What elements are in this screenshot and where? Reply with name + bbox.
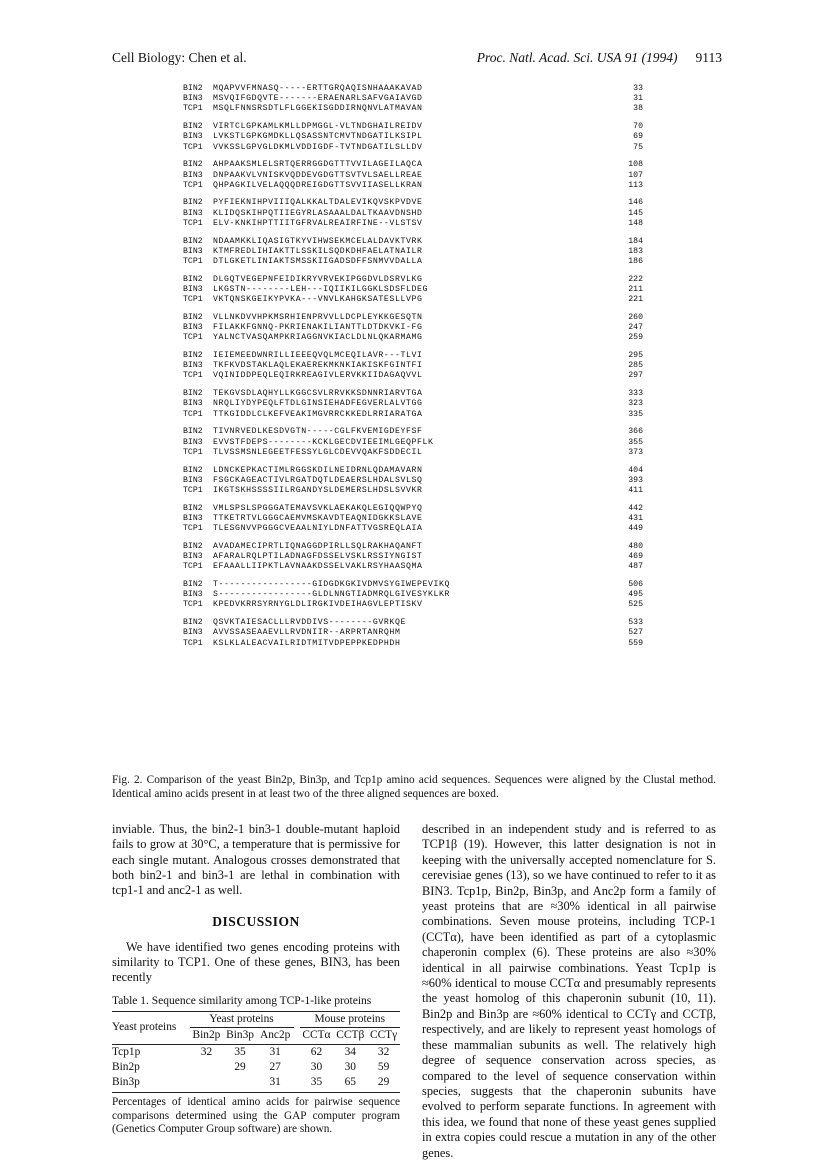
alignment-block	[183, 160, 643, 191]
table-cell: 35	[234, 1045, 246, 1058]
sequence: IEIEMEEDWNRILLIEEEQVQLMCEQILAVR---TLVI	[213, 351, 423, 361]
alignment-row	[183, 389, 643, 399]
col-header: CCTγ	[367, 1028, 400, 1044]
sequence: MQAPVVFMNASQ-----ERTTGRQAQISNHAAAKAVAD	[213, 84, 423, 93]
paragraph-right: described in an independent study and is referred to as TCP1β (19). However, this latter designation is not in keeping with the universally accepted nomenclature for S. cerevisiae genes (13), so we have continued to refer to it as BIN3. Tcp1p, Bin2p, Bin3p, and Anc2p form a family of yeast proteins that are ≈30% identical in all pairwise combinations. Seven mouse proteins, including TCP-1 (CCTα), have been identified as part of a cytoplasmic chaperonin complex (6). These proteins are also ≈30% identical in all pairwise combinations. Yeast Tcp1p is ≈60% identical to mouse CCTα and presumably represents the yeast homolog of this chaperonin subunit (10, 11). Bin2p and Bin3p are ≈60% identical to CCTγ and CCTβ, respectively, and are likely to represent yeast homologs of these mammalian subunits as well. The relatively high degree of sequence conservation across species, as compared to the level of sequence conservation within species, suggests that the chaperonin subunits have evolved to perform separate functions. In agreement with this idea, we found that none of these yeast genes supplied in extra copies could rescue a mutation in any of the other genes.	[422, 822, 716, 1160]
protein-name: TCP1	[183, 447, 203, 457]
col-header: Bin2p	[190, 1028, 224, 1044]
alignment-row	[183, 257, 643, 267]
sequence: DTLGKETLINIAKTSMSSKIIGADSDFFSNMVVDALLA	[213, 257, 423, 266]
sequence: EVVSTFDEPS--------KCKLGECDVIEEIMLGEQPFLK	[213, 437, 434, 447]
protein-name: BIN2	[183, 465, 203, 475]
protein-name: TCP1	[183, 600, 203, 610]
alignment-row	[183, 399, 643, 409]
protein-name: TCP1	[183, 218, 203, 228]
sequence: EFAAALLIIPKTLAVNAAKDSSELVAKLRSYHAASQMA	[213, 562, 423, 572]
col-header: CCTβ	[333, 1028, 367, 1044]
alignment-row	[183, 514, 643, 524]
alignment-block	[183, 466, 643, 497]
alignment-block	[183, 542, 643, 573]
alignment-row	[183, 247, 643, 257]
sequence: MSVQIFGDQVTE-------ERAENARLSAFVGAIAVGD	[213, 94, 423, 104]
sequence: TTKGIDDLCLKEFVEAKIMGVRRCKKEDLRRIARATGA	[213, 409, 423, 419]
table-cell: 29	[367, 1075, 400, 1093]
residue-number: 75	[633, 142, 643, 152]
alignment-row	[183, 504, 643, 514]
table-cell: 62	[310, 1045, 323, 1058]
col-header: Anc2p	[257, 1028, 294, 1044]
alignment-block	[183, 351, 643, 382]
alignment-block	[183, 275, 643, 306]
residue-number: 366	[628, 427, 643, 437]
alignment-row	[183, 198, 643, 208]
protein-name: BIN3	[183, 170, 203, 180]
table-row	[112, 1060, 400, 1075]
residue-number: 506	[628, 580, 643, 590]
alignment-row	[183, 639, 643, 649]
residue-number: 285	[628, 361, 643, 371]
sequence: KSLKLALEACVAILRIDTMITVDPEPPKEDPHDH	[213, 638, 401, 648]
residue-number: 108	[628, 160, 643, 170]
sequence: DLGQTVEGEPNFEIDIKRYVRVEKIPGGDVLDSRVLKG	[213, 274, 423, 284]
residue-number: 247	[628, 323, 643, 333]
residue-number: 355	[628, 437, 643, 447]
protein-name: BIN2	[183, 618, 203, 628]
sequence: LKGSTN--------LEH---IQIIKILGGKLSDSFLDEG	[213, 284, 429, 294]
residue-number: 259	[628, 333, 643, 343]
protein-name: BIN2	[183, 427, 203, 437]
protein-name: TCP1	[183, 180, 203, 190]
residue-number: 297	[628, 371, 643, 381]
residue-number: 148	[628, 218, 643, 228]
sequence: NDAAMKKLIQASIGTKYVIHWSEKMCELALDAVKTVRK	[213, 236, 423, 246]
residue-number: 69	[633, 132, 643, 142]
protein-name: BIN2	[183, 84, 203, 93]
alignment-block	[183, 84, 643, 115]
table-footnote: Percentages of identical amino acids for pairwise sequence comparisons determined using the GAP computer program (Genetics Computer Group software) are shown.	[112, 1096, 400, 1136]
residue-number: 411	[628, 485, 643, 495]
alignment-row	[183, 562, 643, 572]
table-cell	[190, 1060, 224, 1075]
residue-number: 393	[628, 475, 643, 485]
residue-number: 186	[628, 257, 643, 266]
residue-number: 495	[628, 590, 643, 600]
protein-name: BIN2	[183, 389, 203, 399]
alignment-row	[183, 427, 643, 437]
sequence: YALNCTVASQAMPKRIAGGNVKIACLDLNLQKARMAMG	[213, 333, 423, 343]
residue-number: 323	[628, 399, 643, 409]
sequence: TKFKVDSTAKLAQLEKAEREKMKNKIAKISKFGINTFI	[213, 361, 423, 371]
residue-number: 221	[628, 295, 643, 305]
sequence: TLVSSMSNLEGEETFESSYLGLCDEVVQAKFSDDECIL	[213, 447, 423, 457]
protein-name: BIN2	[183, 236, 203, 246]
alignment-row	[183, 285, 643, 295]
protein-name: BIN3	[183, 208, 203, 218]
protein-name: BIN2	[183, 312, 203, 322]
alignment-block	[183, 427, 643, 458]
alignment-row	[183, 600, 643, 610]
sequence: VVKSSLGPVGLDKMLVDDIGDF-TVTNDGATILSLLDV	[213, 142, 423, 152]
residue-number: 70	[633, 122, 643, 132]
protein-name: BIN3	[183, 399, 203, 409]
protein-name: BIN3	[183, 590, 203, 600]
sequence: QHPAGKILVELAQQQDREIGDGTTSVVIIASELLKRAN	[213, 180, 423, 190]
sequence: KLIDQSKIHPQTIIEGYRLASAAALDALTKAAVDNSHD	[213, 208, 423, 218]
running-header	[112, 50, 722, 70]
residue-number: 38	[633, 104, 643, 114]
alignment-row	[183, 476, 643, 486]
alignment-block	[183, 313, 643, 344]
col-header: CCTα	[300, 1028, 334, 1044]
alignment-row	[183, 552, 643, 562]
sequence: VIRTCLGPKAMLKMLLDPMGGL-VLTNDGHAILREIDV	[213, 122, 423, 132]
alignment-row	[183, 410, 643, 420]
protein-name: TCP1	[183, 257, 203, 266]
protein-name: BIN3	[183, 94, 203, 104]
row-label: Tcp1p	[112, 1045, 141, 1058]
residue-number: 449	[628, 524, 643, 534]
residue-number: 525	[628, 600, 643, 610]
table-cell: 31	[269, 1045, 281, 1058]
left-column	[112, 822, 400, 1137]
sequence: AVVSSASEAAEVLLRVDNIIR--ARPRTANRQHM	[213, 628, 401, 638]
alignment-row	[183, 524, 643, 534]
protein-name: TCP1	[183, 638, 203, 648]
alignment-row	[183, 160, 643, 170]
protein-name: TCP1	[183, 409, 203, 419]
section-heading-discussion: DISCUSSION	[212, 914, 300, 930]
alignment-row	[183, 351, 643, 361]
sequence: LDNCKEPKACTIMLRGGSKDILNEIDRNLQDAMAVARN	[213, 465, 423, 475]
protein-name: BIN2	[183, 503, 203, 513]
alignment-row	[183, 486, 643, 496]
alignment-block	[183, 504, 643, 535]
protein-name: TCP1	[183, 524, 203, 534]
alignment-block	[183, 618, 643, 649]
alignment-row	[183, 618, 643, 628]
sequence: S-----------------GLDLNNGTIADMRQLGIVESYKLKR	[213, 590, 451, 600]
residue-number: 431	[628, 513, 643, 523]
page-number: 9113	[695, 50, 722, 65]
alignment-row	[183, 361, 643, 371]
protein-name: BIN3	[183, 552, 203, 562]
sequence: DNPAAKVLVNISKVQDDEVGDGTTSVTVLSAELLREAE	[213, 170, 423, 180]
protein-name: BIN2	[183, 351, 203, 361]
sequence: T-----------------GIDGDKGKIVDMVSYGIWEPEVIKQ	[213, 580, 451, 590]
header-section: Cell Biology: Chen et al.	[112, 50, 247, 65]
alignment-row	[183, 590, 643, 600]
alignment-row	[183, 209, 643, 219]
residue-number: 33	[633, 84, 643, 93]
journal-citation: Proc. Natl. Acad. Sci. USA 91 (1994)	[476, 50, 678, 65]
alignment-row	[183, 466, 643, 476]
table-cell: 32	[377, 1045, 390, 1058]
alignment-row	[183, 104, 643, 114]
residue-number: 31	[633, 94, 643, 104]
alignment-row	[183, 628, 643, 638]
residue-number: 404	[628, 465, 643, 475]
alignment-block	[183, 237, 643, 268]
alignment-row	[183, 132, 643, 142]
protein-name: TCP1	[183, 371, 203, 381]
protein-name: BIN2	[183, 198, 203, 208]
figure-caption	[112, 774, 716, 801]
sequence: NRQLIYDYPEQLFTDLGINSIEHADFEGVERLALVTGG	[213, 399, 423, 409]
sequence: TTKETRTVLGGGCAEMVMSKAVDTEAQNIDGKKSLAVE	[213, 513, 423, 523]
sequence: FSGCKAGEACTIVLRGATDQTLDEAERSLHDALSVLSQ	[213, 475, 423, 485]
protein-name: BIN3	[183, 246, 203, 256]
alignment-row	[183, 219, 643, 229]
similarity-table	[112, 1011, 400, 1093]
protein-name: BIN3	[183, 284, 203, 294]
table-title: Table 1. Sequence similarity among TCP-1-like proteins	[112, 994, 372, 1007]
group-yeast: Yeast proteins	[190, 1011, 294, 1027]
protein-name: TCP1	[183, 142, 203, 152]
alignment-row	[183, 181, 643, 191]
row-label: Bin2p	[112, 1060, 140, 1073]
protein-name: TCP1	[183, 104, 203, 114]
protein-name: BIN2	[183, 122, 203, 132]
table-cell: 35	[300, 1075, 334, 1093]
col-header: Bin3p	[223, 1028, 257, 1044]
sequence: VLLNKDVVHPKMSRHIENPRVVLLDCPLEYKKGESQTN	[213, 312, 423, 322]
alignment-block	[183, 389, 643, 420]
sequence: IKGTSKHSSSSIILRGANDYSLDEMERSLHDSLSVVKR	[213, 485, 423, 495]
table-cell: 31	[257, 1075, 294, 1093]
residue-number: 533	[628, 618, 643, 628]
alignment-row	[183, 122, 643, 132]
residue-number: 222	[628, 274, 643, 284]
table-cell: 30	[310, 1060, 323, 1073]
sequence: VQINIDDPEQLEQIRKREAGIVLERVKKIIDAGAQVVL	[213, 371, 423, 381]
sequence: PYFIEKNIHPVIIIQALKKALTDALEVIKQVSKPVDVE	[213, 198, 423, 208]
table-cell: 27	[269, 1060, 281, 1073]
alignment-row	[183, 237, 643, 247]
residue-number: 183	[628, 246, 643, 256]
protein-name: BIN2	[183, 274, 203, 284]
residue-number: 260	[628, 312, 643, 322]
protein-name: BIN3	[183, 628, 203, 638]
sequence: VMLSPSLSPGGGATEMAVSVKLAEKAKQLEGIQQWPYQ	[213, 503, 423, 513]
sequence: LVKSTLGPKGMDKLLQSASSNTCMVTNDGATILKSIPL	[213, 132, 423, 142]
row-label: Bin3p	[112, 1075, 190, 1093]
sequence: ELV-KNKIHPTTIITGFRVALREAIRFINE--VLSTSV	[213, 218, 423, 228]
residue-number: 333	[628, 389, 643, 399]
residue-number: 442	[628, 503, 643, 513]
residue-number: 373	[628, 447, 643, 457]
alignment-row	[183, 542, 643, 552]
alignment-row	[183, 580, 643, 590]
alignment-row	[183, 313, 643, 323]
table-cell: 65	[333, 1075, 367, 1093]
sequence: FILAKKFGNNQ-PKRIENAKILIANTTLDTDKVKI-FG	[213, 323, 423, 333]
header-journal	[477, 50, 722, 66]
alignment-row	[183, 171, 643, 181]
paragraph-discussion: We have identified two genes encoding proteins with similarity to TCP1. One of these genes, BIN3, has been recently	[112, 939, 400, 985]
right-column	[422, 822, 716, 1161]
protein-name: TCP1	[183, 485, 203, 495]
residue-number: 211	[628, 284, 643, 294]
sequence: KPEDVKRRSYRNYGLDLIRGKIVDEIHAGVLEPTISKV	[213, 600, 423, 610]
alignment-row	[183, 448, 643, 458]
sequence: TIVNRVEDLKESDVGTN-----CGLFKVEMIGDEYFSF	[213, 427, 423, 437]
protein-name: BIN2	[183, 541, 203, 551]
protein-name: BIN2	[183, 160, 203, 170]
residue-number: 113	[628, 180, 643, 190]
alignment-row	[183, 295, 643, 305]
residue-number: 146	[628, 198, 643, 208]
sequence: TEKGVSDLAQHYLLKGGCSVLRRVKKSDNNRIARVTGA	[213, 389, 423, 399]
residue-number: 145	[628, 208, 643, 218]
protein-name: BIN3	[183, 132, 203, 142]
table-cell: 30	[344, 1060, 356, 1073]
alignment-block	[183, 122, 643, 153]
residue-number: 487	[628, 562, 643, 572]
alignment-block	[183, 580, 643, 611]
alignment-row	[183, 438, 643, 448]
protein-name: TCP1	[183, 562, 203, 572]
sequence: AVADAMECIPRTLIQNAGGDPIRLLSQLRAKHAQANFT	[213, 541, 423, 551]
group-mouse: Mouse proteins	[300, 1011, 401, 1027]
alignment-row	[183, 94, 643, 104]
alignment-block	[183, 198, 643, 229]
table-cell: 59	[377, 1060, 390, 1073]
table-row	[112, 1044, 400, 1060]
sequence: AHPAAKSMLELSRTQERRGGDGTTTVVILAGEILAQCA	[213, 160, 423, 170]
caption-text: Comparison of the yeast Bin2p, Bin3p, and Tcp1p amino acid sequences. Sequences were aligned by the Clustal method. Identical amino acids present in at least two of the three aligned sequences are boxed.	[112, 774, 717, 800]
sequence: KTMFREDLIHIAKTTLSSKILSQDKDHFAELATNAILR	[213, 246, 423, 256]
row-header: Yeast proteins	[112, 1011, 190, 1044]
alignment-row	[183, 371, 643, 381]
paragraph-inviable: inviable. Thus, the bin2-1 bin3-1 double-mutant haploid fails to grow at 30°C, a temperature that is permissive for each single mutant. Analogous crosses demonstrated that both bin2-1 and bin3-1 are lethal in combination with tcp1-1 and anc2-1 as well.	[112, 822, 400, 898]
alignment-row	[183, 333, 643, 343]
residue-number: 295	[628, 351, 643, 361]
sequence-alignment	[183, 84, 643, 656]
sequence: VKTQNSKGEIKYPVKA---VNVLKAHGKSATESLLVPG	[213, 295, 423, 305]
residue-number: 559	[628, 638, 643, 648]
table-cell: 32	[200, 1045, 213, 1058]
sequence: MSQLFNNSRSDTLFLGGEKISGDDIRNQNVLATMAVAN	[213, 104, 423, 114]
residue-number: 469	[628, 552, 643, 562]
protein-name: TCP1	[183, 295, 203, 305]
residue-number: 527	[628, 628, 643, 638]
sequence: AFARALRQLPTILADNAGFDSSELVSKLRSSIYNGIST	[213, 552, 423, 562]
residue-number: 184	[628, 236, 643, 246]
residue-number: 107	[628, 170, 643, 180]
residue-number: 480	[628, 541, 643, 551]
protein-name: BIN3	[183, 475, 203, 485]
residue-number: 335	[628, 409, 643, 419]
alignment-row	[183, 275, 643, 285]
sequence: QSVKTAIESACLLLRVDDIVS--------GVRKQE	[213, 618, 406, 628]
alignment-row	[183, 323, 643, 333]
alignment-row	[183, 84, 643, 94]
sequence: TLESGNVVPGGGCVEAALNIYLDNFATTVGSREQLAIA	[213, 524, 423, 534]
table-cell: 34	[344, 1045, 356, 1058]
caption-label: Fig. 2.	[112, 774, 143, 786]
protein-name: BIN3	[183, 513, 203, 523]
protein-name: BIN3	[183, 437, 203, 447]
protein-name: BIN3	[183, 323, 203, 333]
alignment-row	[183, 143, 643, 153]
protein-name: BIN3	[183, 361, 203, 371]
protein-name: BIN2	[183, 580, 203, 590]
protein-name: TCP1	[183, 333, 203, 343]
table-cell: 29	[234, 1060, 246, 1073]
